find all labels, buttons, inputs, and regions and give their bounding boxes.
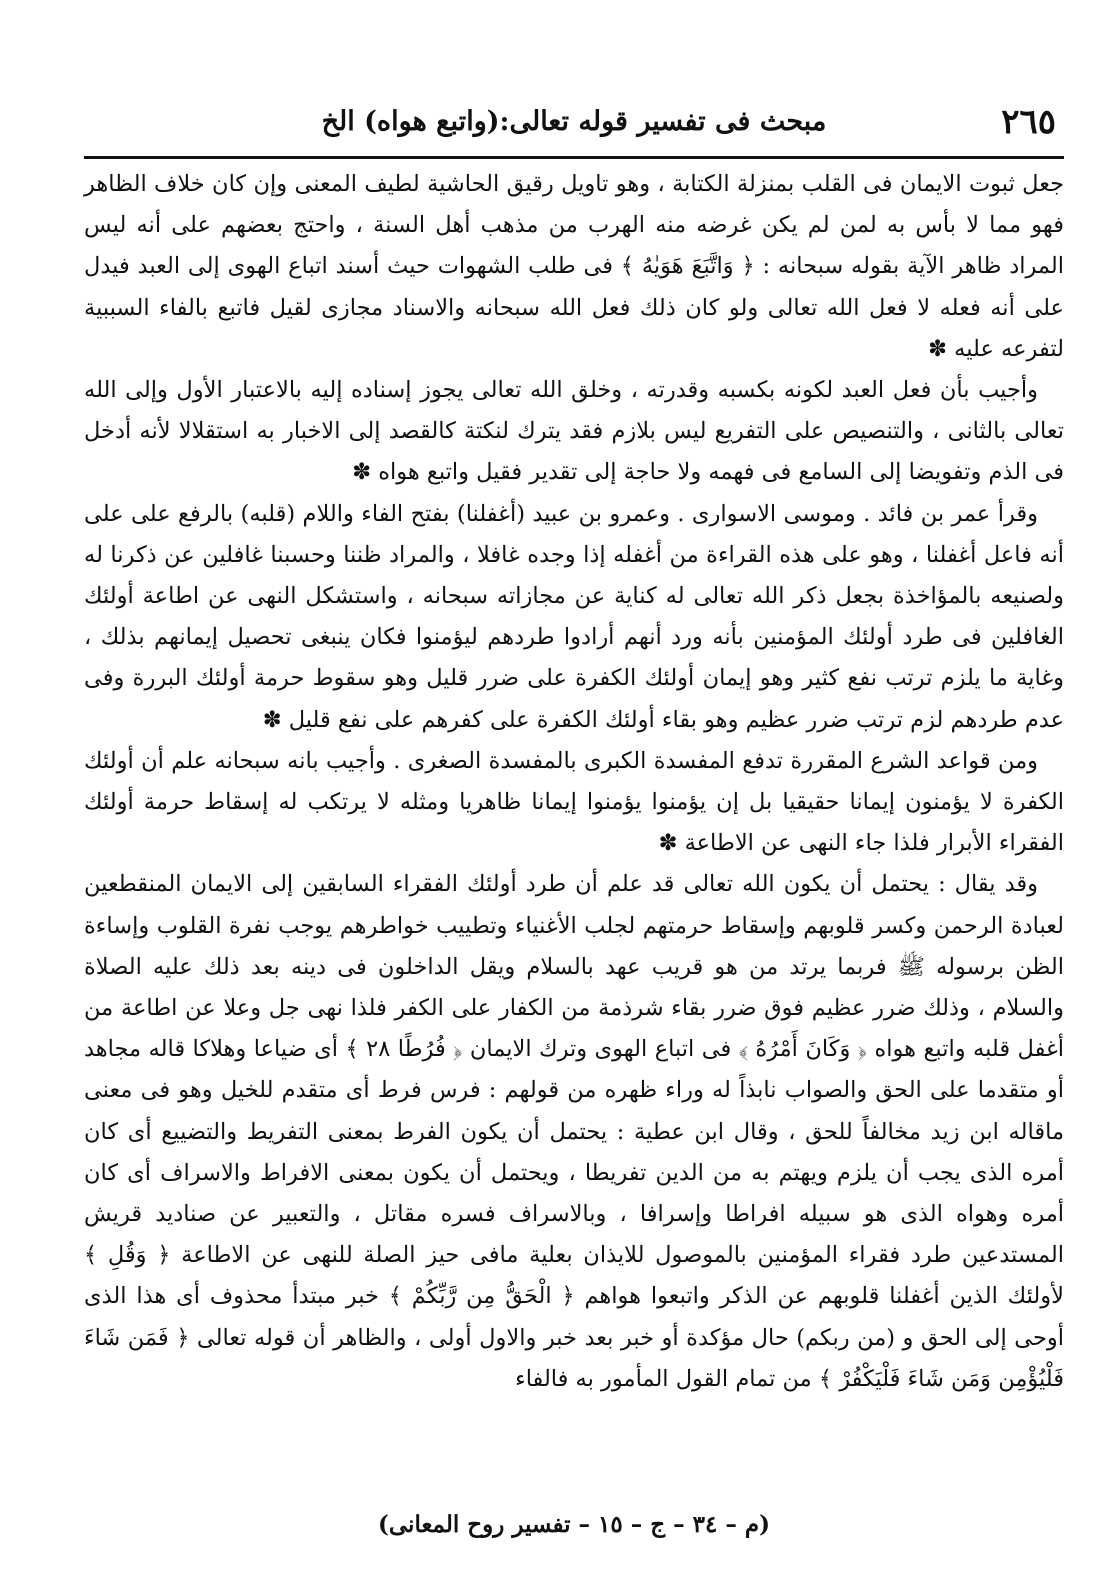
paragraph: جعل ثبوت الايمان فى القلب بمنزلة الكتابة ، وهو تاويل رقيق الحاشية لطيف المعنى وإن كان خلاف الظاهر فهو مما لا بأس به لمن لم يكن غرضه منه الهرب من مذهب أهل السنة ، واحتج بعضهم على أنه ليس المراد ظاهر الآية بقوله سبحانه : ﴿ وَاتَّبَعَ هَوَيٰهُ ﴾ فى طلب الشهوات حيث أسند اتباع الهوى إلى العبد فيدل على أنه فعله لا فعل الله تعالى ولو كان ذلك فعل الله سبحانه والاسناد مجازى لقيل فاتبع بالفاء السببية لتفرعه عليه ✽ [84,171,1064,362]
body-text [84,164,1064,1400]
paragraph: ومن قواعد الشرع المقررة تدفع المفسدة الكبرى بالمفسدة الصغرى . وأجيب بانه سبحانه علم أن أولئك الكفرة لا يؤمنون إيمانا حقيقيا بل إن يؤمنوا يؤمنوا إيمانا ظاهريا ومثله لا يرتكب له إسقاط حرمة أولئك الفقراء الأبرار فلذا جاء النهى عن الاطاعة ✽ [84,747,1064,857]
page-number: ٢٦٥ [1001,102,1056,142]
running-title: مبحث فى تفسير قوله تعالى:(واتبع هواه) الخ [321,106,827,137]
paragraph: وأجيب بأن فعل العبد لكونه بكسبه وقدرته ، وخلق الله تعالى يجوز إسناده إليه بالاعتبار الأول وإلى الله تعالى بالثانى ، والتنصيص على التفريع ليس بلازم فقد يترك لنكتة كالقصد إلى الاخبار به استقلالا لأنه أدخل فى الذم وتفويضا إلى السامع فى فهمه ولا حاجة إلى تقدير فقيل واتبع هواه ✽ [84,377,1064,486]
page-header [84,100,1064,158]
document-page [84,100,1064,1540]
paragraph: وقد يقال : يحتمل أن يكون الله تعالى قد علم أن طرد أولئك الفقراء السابقين إلى الايمان المنقطعين لعبادة الرحمن وكسر قلوبهم وإسقاط حرمتهم لجلب الأغنياء وتطييب خواطرهم يوجب نفرة القلوب وإساءة الظن برسوله ﷺ فربما يرتد من هو قريب عهد بالسلام ويقل الداخلون فى دينه بعد ذلك عليه الصلاة والسلام ، وذلك ضرر عظيم فوق ضرر بقاء شرذمة من الكفار على الكفر فلذا نهى جل وعلا عن اطاعة من أغفل قلبه واتبع هواه ﴿ وَكَانَ أَمْرُهُ ﴾ فى اتباع الهوى وترك الايمان ﴿ فُرُطًا ٢٨ ﴾ أى ضياعا وهلاكا قاله مجاهد أو متقدما على الحق والصواب نابذاً له وراء ظهره من قولهم : فرس فرط أى متقدم للخيل وهو فى معنى ماقاله ابن زيد مخالفاً للحق ، وقال ابن عطية : يحتمل أن يكون الفرط بمعنى التفريط والتضييع أى كان أمره الذى يجب أن يلزم ويهتم به من الدين تفريطا ، ويحتمل أن يكون بمعنى الافراط والاسراف أى كان أمره وهواه الذى هو سبيله افراطا وإسرافا ، وبالاسراف فسره مقاتل ، والتعبير عن صناديد قريش المستدعين طرد فقراء المؤمنين بالموصول للايذان بعلية مافى حيز الصلة للنهى عن الاطاعة ﴿ وَقُلِ ﴾ لأولئك الذين أغفلنا قلوبهم عن الذكر واتبعوا هواهم ﴿ الْحَقُّ مِن رَّبِّكُمْ ﴾ خبر مبتدأ محذوف أى هذا الذى أوحى إلى الحق و (من ربكم) حال مؤكدة أو خبر بعد خبر والاول أولى ، والظاهر أن قوله تعالى ﴿ فَمَن شَاءَ فَلْيُؤْمِن وَمَن شَاءَ فَلْيَكْفُرْ ﴾ من تمام القول المأمور به فالفاء [84,871,1064,1392]
page-footer-signature: (م – ٣٤ – ج – ١٥ – تفسير روح المعانى) [378,1511,770,1538]
paragraph: وقرأ عمر بن فائد . وموسى الاسوارى . وعمرو بن عبيد (أغفلنا) بفتح الفاء واللام (قلبه) بالرفع على على أنه فاعل أغفلنا ، وهو على هذه القراءة من أغفله إذا وجده غافلا ، والمراد ظننا وحسبنا غافلين عن ذكرنا له ولصنيعه بالمؤاخذة بجعل ذكر الله تعالى له كناية عن مجازاته سبحانه ، واستشكل النهى عن اطاعة أولئك الغافلين فى طرد أولئك المؤمنين بأنه ورد أنهم أرادوا طردهم ليؤمنوا فكان ينبغى تحصيل إيمانهم بذلك ، وغاية ما يلزم ترتب نفع كثير وهو إيمان أولئك الكفرة على ضرر قليل وهو سقوط حرمة أولئك البررة وفى عدم طردهم لزم ترتب ضرر عظيم وهو بقاء أولئك الكفرة على كفرهم على نفع قليل ✽ [84,500,1064,733]
header-rule [84,156,1064,159]
